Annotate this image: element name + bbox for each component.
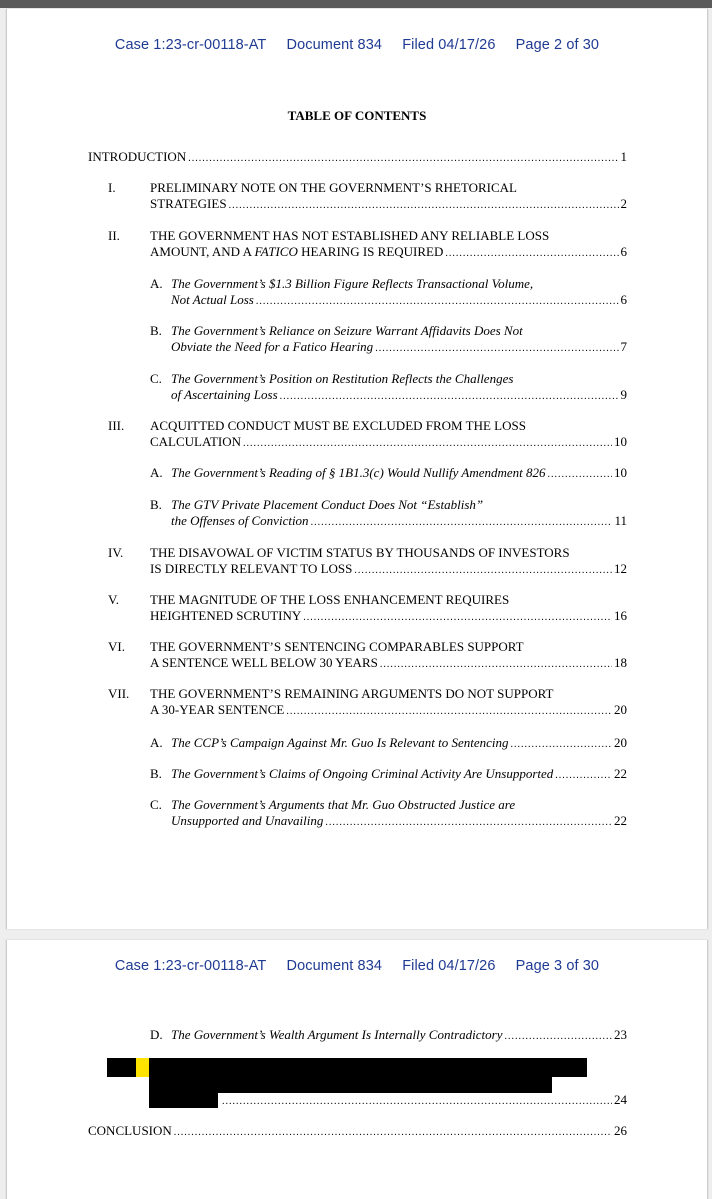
toc-page-number: 10: [614, 434, 627, 449]
toc-page-number: 2: [620, 196, 627, 211]
toc-entry-conclusion[interactable]: [88, 1123, 627, 1141]
toc-entry-label: INTRODUCTION: [88, 149, 187, 164]
toc-entry-label: THE GOVERNMENT’S REMAINING ARGUMENTS DO NOT SUPPORT: [150, 686, 554, 701]
toc-entry-introduction[interactable]: [88, 149, 627, 167]
toc-page-number: 12: [614, 561, 627, 576]
toc-entry-redacted[interactable]: [220, 1092, 627, 1110]
page-header: [7, 958, 707, 974]
toc-subsection-letter: C.: [150, 797, 162, 812]
toc-section-numeral: III.: [108, 418, 125, 433]
filed-date: Filed 04/17/26: [402, 37, 496, 53]
toc-entry-label: The Government’s Reading of § 1B1.3(c) Would Nullify Amendment 826: [171, 465, 546, 480]
toc-entry-label-italic: FATICO: [254, 244, 298, 259]
toc-entry-label: The Government’s Position on Restitution Reflects the Challenges: [171, 371, 514, 386]
toc-entry-label: THE DISAVOWAL OF VICTIM STATUS BY THOUSANDS OF INVESTORS: [150, 545, 570, 560]
toc-page-number: 20: [614, 735, 627, 750]
toc-entry-section-7b[interactable]: [150, 766, 627, 784]
page-header: [7, 37, 707, 53]
redaction-bar: [149, 1077, 552, 1093]
redaction-bar: [107, 1058, 136, 1077]
toc-entry-section-7a[interactable]: [150, 735, 627, 753]
toc-entry-label: PRELIMINARY NOTE ON THE GOVERNMENT’S RHETORICAL: [150, 180, 518, 195]
toc-entry-label: THE MAGNITUDE OF THE LOSS ENHANCEMENT REQUIRES: [150, 592, 510, 607]
toc-section-numeral: IV.: [108, 545, 124, 560]
toc-page-number: 6: [620, 292, 627, 307]
toc-section-numeral: II.: [108, 228, 120, 243]
toc-entry-label-cont: Obviate the Need for a Fatico Hearing: [171, 339, 374, 354]
toc-subsection-letter: B.: [150, 323, 162, 338]
toc-entry-label: THE GOVERNMENT’S SENTENCING COMPARABLES SUPPORT: [150, 639, 524, 654]
document-number: Document 834: [286, 37, 383, 53]
toc-entry-label-cont: A 30-YEAR SENTENCE: [150, 702, 285, 717]
toc-entry-label: The Government’s Arguments that Mr. Guo Obstructed Justice are: [171, 797, 516, 812]
toc-entry-section-2b[interactable]: [150, 323, 627, 357]
toc-entry-label-cont: of Ascertaining Loss: [171, 387, 278, 402]
document-number: Document 834: [286, 958, 383, 974]
toc-entry-section-1[interactable]: [88, 180, 627, 214]
toc-entry-section-7d[interactable]: [150, 1027, 627, 1045]
page-number: Page 3 of 30: [515, 958, 600, 974]
toc-entry-section-4[interactable]: [88, 545, 627, 579]
toc-page-number: 11: [614, 513, 627, 528]
toc-entry-section-3b[interactable]: [150, 497, 627, 531]
toc-title: TABLE OF CONTENTS: [287, 108, 427, 123]
toc-entry-label: ACQUITTED CONDUCT MUST BE EXCLUDED FROM THE LOSS: [150, 418, 526, 433]
toc-entry-label: The Government’s $1.3 Billion Figure Reflects Transactional Volume,: [171, 276, 534, 291]
toc-subsection-letter: B.: [150, 497, 162, 512]
case-number: Case 1:23-cr-00118-AT: [114, 958, 267, 974]
toc-page-number: 26: [614, 1123, 627, 1138]
toc-entry-label: CONCLUSION: [88, 1123, 172, 1138]
toc-page-number: 1: [620, 149, 627, 164]
redaction-bar: [149, 1058, 587, 1077]
toc-entry-label: The CCP’s Campaign Against Mr. Guo Is Relevant to Sentencing: [171, 735, 509, 750]
toc-page-number: 16: [614, 608, 627, 623]
toc-page-number: 20: [614, 702, 627, 717]
toc-page-number: 22: [614, 766, 627, 781]
toc-section-numeral: VII.: [108, 686, 130, 701]
toc-entry-section-6[interactable]: [88, 639, 627, 673]
toc-subsection-letter: A.: [150, 465, 163, 480]
toc-entry-label: THE GOVERNMENT HAS NOT ESTABLISHED ANY RELIABLE LOSS: [150, 228, 550, 243]
toc-entry-section-2[interactable]: [88, 228, 627, 262]
page-number: Page 2 of 30: [515, 37, 600, 53]
toc-section-numeral: VI.: [108, 639, 125, 654]
toc-entry-label-cont: A SENTENCE WELL BELOW 30 YEARS: [150, 655, 378, 670]
toc-subsection-letter: D.: [150, 1027, 163, 1042]
toc-entry-section-7c[interactable]: [150, 797, 627, 831]
toc-page-number: 22: [614, 813, 627, 828]
toc-subsection-letter: C.: [150, 371, 162, 386]
toc-page-number: 7: [620, 339, 627, 354]
toc-entry-label-cont: HEARING IS REQUIRED: [297, 244, 444, 259]
toc-entry-label: The Government’s Reliance on Seizure Warrant Affidavits Does Not: [171, 323, 523, 338]
toc-entry-section-7[interactable]: [88, 686, 627, 720]
toc-entry-section-2a[interactable]: [150, 276, 627, 310]
toc-entry-section-3a[interactable]: [150, 465, 627, 483]
toc-entry-section-5[interactable]: [88, 592, 627, 626]
toc-page-number: 6: [620, 244, 627, 259]
toc-section-numeral: V.: [108, 592, 119, 607]
toc-subsection-letter: B.: [150, 766, 162, 781]
document-page: [6, 9, 708, 929]
toc-entry-label: The Government’s Wealth Argument Is Internally Contradictory: [171, 1027, 503, 1042]
toc-page-number: 24: [614, 1092, 627, 1107]
document-page: [6, 940, 708, 1199]
toc-entry-label-cont: Unsupported and Unavailing: [171, 813, 324, 828]
toc-entry-label-cont: AMOUNT, AND A: [150, 244, 255, 259]
toc-entry-section-2c[interactable]: [150, 371, 627, 405]
toc-subsection-letter: A.: [150, 735, 163, 750]
toc-page-number: 23: [614, 1027, 627, 1042]
toc-subsection-letter: A.: [150, 276, 163, 291]
toc-page-number: 18: [614, 655, 627, 670]
toc-entry-label: The GTV Private Placement Conduct Does Not “Establish”: [171, 497, 484, 512]
toc-entry-label-cont: the Offenses of Conviction: [171, 513, 309, 528]
toc-entry-label-cont: CALCULATION: [150, 434, 241, 449]
toc-entry-section-3[interactable]: [88, 418, 627, 452]
case-number: Case 1:23-cr-00118-AT: [114, 37, 267, 53]
redaction-bar: [149, 1093, 218, 1108]
toc-page-number: 9: [620, 387, 627, 402]
toc-entry-label-cont: IS DIRECTLY RELEVANT TO LOSS: [150, 561, 353, 576]
toc-entry-label-cont: Not Actual Loss: [171, 292, 254, 307]
filed-date: Filed 04/17/26: [402, 958, 496, 974]
toc-entry-label-cont: HEIGHTENED SCRUTINY: [150, 608, 302, 623]
toc-entry-label-cont: STRATEGIES: [150, 196, 227, 211]
toc-entry-label: The Government’s Claims of Ongoing Criminal Activity Are Unsupported: [171, 766, 554, 781]
viewer-top-bar: [0, 0, 712, 8]
toc-section-numeral: I.: [108, 180, 116, 195]
toc-page-number: 10: [614, 465, 627, 480]
highlight-mark: [136, 1058, 149, 1077]
